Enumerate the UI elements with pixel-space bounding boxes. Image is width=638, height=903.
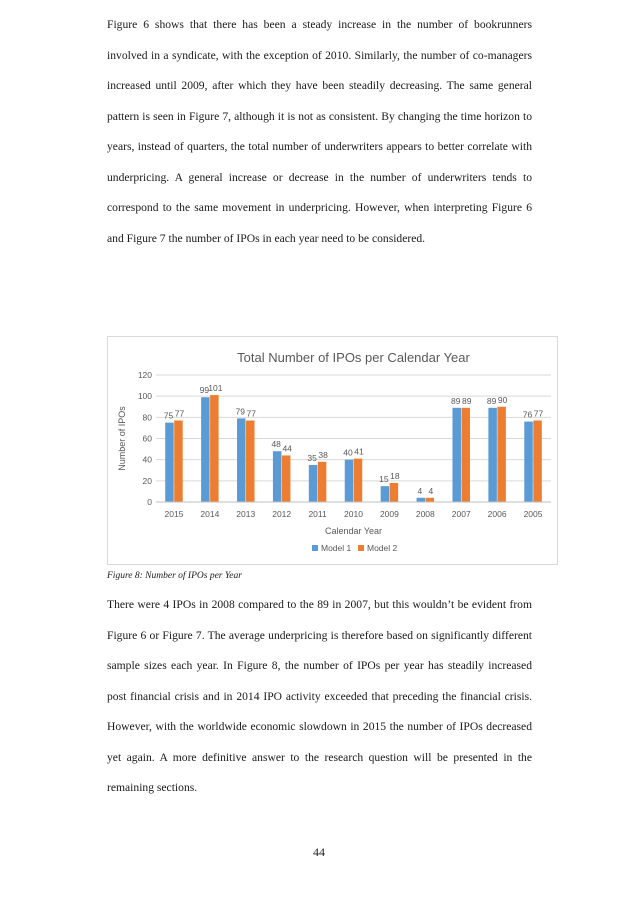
- legend-entry: Model 2: [367, 543, 398, 553]
- data-label: 79: [235, 406, 246, 417]
- bar-model-2: [282, 455, 291, 502]
- bar-model-2: [533, 421, 542, 502]
- x-tick-label: 2005: [523, 509, 543, 519]
- bar-model-2: [390, 483, 399, 502]
- data-label: 48: [271, 439, 281, 450]
- bar-model-1: [381, 486, 390, 502]
- body-paragraph-1: Figure 6 shows that there has been a steady increase in the number of bookrunners involved in a syndicate, with the exception of 2010. Similarly, the number of co-managers increased until 2009, after which they have been steadily decreasing. The same general pattern is seen in Figure 7, although it is not as consistent. By changing the time horizon to years, instead of quarters, the total number of underwriters appears to better correlate with underpricing. A general increase or decrease in the number of underwriters tends to correspond to the same movement in underpricing. However, when interpreting Figure 6 and Figure 7 the number of IPOs in each year need to be considered.: [107, 18, 532, 245]
- data-label: 15: [379, 474, 389, 485]
- y-tick-label: 120: [137, 370, 152, 380]
- bar-model-2: [174, 421, 183, 502]
- x-tick-label: 2008: [415, 509, 435, 519]
- bar-model-1: [237, 418, 246, 502]
- bar-model-1: [273, 451, 282, 502]
- data-label: 77: [533, 408, 544, 419]
- legend-swatch-model-2: [358, 545, 364, 551]
- legend-entry: Model 1: [321, 543, 352, 553]
- y-tick-label: 100: [137, 391, 152, 402]
- data-label: 77: [174, 408, 185, 419]
- data-label: 40: [343, 447, 353, 458]
- bar-model-2: [426, 498, 435, 502]
- data-label: 35: [307, 452, 317, 463]
- bar-model-2: [354, 459, 363, 502]
- bar-model-2: [318, 462, 327, 502]
- data-label: 4: [417, 485, 423, 496]
- bar-model-2: [497, 407, 506, 502]
- bar-model-1: [165, 423, 174, 502]
- data-label: 4: [428, 485, 434, 496]
- figure-caption: Figure 8: Number of IPOs per Year: [107, 571, 242, 581]
- x-tick-label: 2006: [487, 509, 507, 519]
- bar-model-2: [210, 395, 219, 502]
- page-number: 44: [313, 845, 325, 859]
- data-label: 89: [486, 395, 497, 406]
- x-tick-label: 2014: [200, 509, 220, 519]
- y-tick-label: 80: [142, 412, 152, 423]
- ipo-bar-chart: [107, 336, 558, 565]
- data-label: 90: [497, 394, 508, 405]
- data-label: 77: [246, 408, 257, 419]
- bar-model-1: [452, 408, 461, 502]
- bar-model-1: [201, 397, 210, 502]
- data-label: 76: [522, 409, 533, 420]
- bar-model-1: [309, 465, 318, 502]
- bar-model-1: [524, 422, 533, 502]
- data-label: 101: [208, 383, 223, 394]
- data-label: 99: [199, 385, 210, 396]
- chart-title: Total Number of IPOs per Calendar Year: [237, 350, 470, 365]
- bar-model-1: [417, 498, 426, 502]
- x-tick-label: 2011: [308, 509, 327, 519]
- y-tick-label: 20: [142, 475, 152, 486]
- data-label: 38: [318, 449, 328, 460]
- body-paragraph-2: There were 4 IPOs in 2008 compared to the 89 in 2007, but this wouldn’t be evident from Figure 6 or Figure 7. The average underpricing is therefore based on significantly different sample sizes each year. In Figure 8, the number of IPOs per year has steadily increased post financial crisis and in 2014 IPO activity exceeded that preceding the financial crisis. However, with the worldwide economic slowdown in 2015 the number of IPOs decreased yet again. A more definitive answer to the research question will be presented in the remaining sections.: [107, 598, 532, 794]
- x-tick-label: 2012: [272, 509, 292, 519]
- x-tick-label: 2013: [236, 509, 256, 519]
- y-axis-label: Number of IPOs: [117, 406, 127, 471]
- bar-model-1: [488, 408, 497, 502]
- x-axis-label: Calendar Year: [324, 526, 383, 536]
- bar-model-2: [461, 408, 470, 502]
- bar-model-2: [246, 421, 255, 502]
- x-tick-label: 2009: [379, 509, 399, 519]
- data-label: 89: [461, 395, 472, 406]
- legend-swatch-model-1: [312, 545, 318, 551]
- data-label: 89: [450, 395, 461, 406]
- x-tick-label: 2010: [344, 509, 363, 519]
- bar-model-1: [345, 460, 354, 502]
- chart-canvas: [108, 337, 559, 566]
- y-tick-label: 60: [142, 433, 152, 444]
- data-label: 18: [390, 470, 400, 481]
- x-tick-label: 2015: [164, 509, 184, 519]
- data-label: 75: [163, 410, 174, 421]
- data-label: 41: [354, 446, 364, 457]
- x-tick-label: 2007: [451, 509, 471, 519]
- y-tick-label: 40: [142, 454, 152, 465]
- data-label: 44: [282, 443, 292, 454]
- y-tick-label: 0: [147, 497, 152, 507]
